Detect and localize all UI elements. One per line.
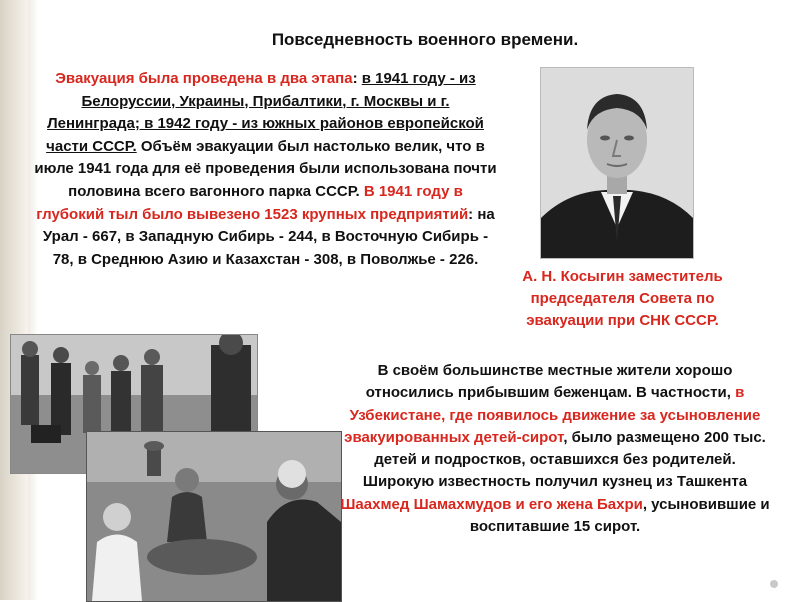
text-run: : [352, 70, 362, 87]
text-run: Объём эвакуации был настолько велик, что в июле 1941 года для её проведения были использована почти половина всего вагонного парка СССР. [34, 137, 497, 200]
slide-title: Повседневность военного времени. [271, 30, 579, 49]
text-run: В своём большинстве местные жители хорошо относились прибывшим беженцам. В частности, [365, 362, 736, 402]
decor-dot [770, 580, 778, 588]
text-run: , усыновившие и воспитавшие 15 сирот. [469, 495, 770, 536]
evacuation-stages-details: в 1941 году - из Белоруссии, Украины, Прибалтики, г. Москвы и г. Ленинграда; в 1942 году - из южных районов европейской части СССР. [46, 70, 484, 155]
uzbekistan-highlight: в Узбекистане, где появилось движение за усыновление эвакуированных детей-сирот [344, 384, 761, 446]
portrait-caption: А. Н. Косыгин заместитель председателя Совета по эвакуации при СНК СССР. [522, 268, 723, 329]
left-decor-strip [0, 0, 28, 600]
portrait-illustration [541, 68, 693, 258]
portrait-photo [540, 67, 694, 259]
family-illustration [87, 432, 341, 601]
shamakhmudov-highlight: Шаахмед Шамахмудов и его жена Бахри [340, 495, 643, 513]
refugees-paragraph [340, 360, 770, 538]
family-photo [86, 431, 342, 602]
enterprises-highlight: В 1941 году в глубокий тыл было вывезено 1523 крупных предприятий [36, 182, 469, 223]
evacuation-stages-highlight: Эвакуация была проведена в два этапа [55, 70, 353, 87]
text-run: : на Урал - 667, в Западную Сибирь - 244, в Восточную Сибирь - 78, в Среднюю Азию и Казахстан - 308, в Поволжье - 226. [42, 205, 495, 268]
text-run: , было размещено 200 тыс. детей и подростков, оставшихся без родителей. Широкую известность получил кузнец из Ташкента [362, 428, 766, 491]
evacuation-paragraph [33, 68, 498, 271]
